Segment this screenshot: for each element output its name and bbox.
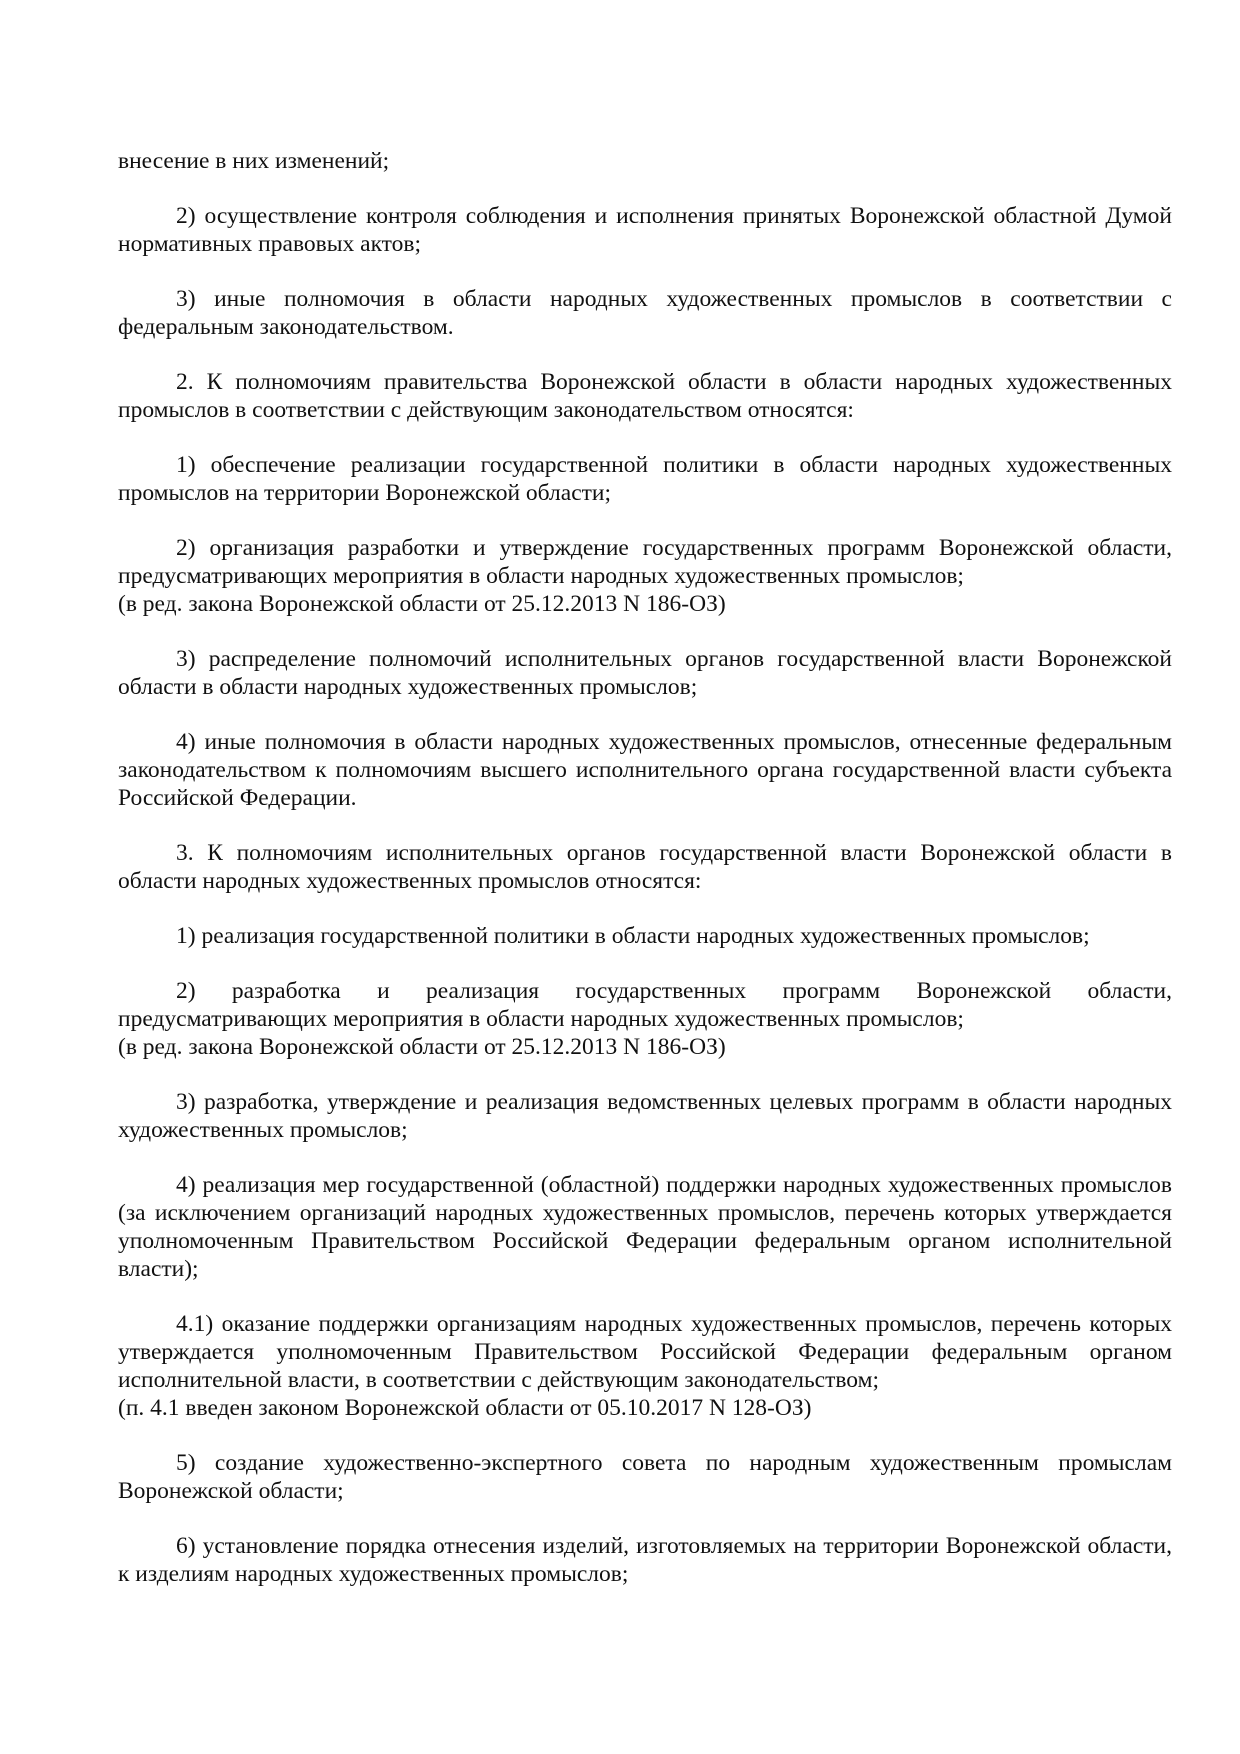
paragraph (118, 147, 1172, 175)
amendment-note: (п. 4.1 введен законом Воронежской области от 05.10.2017 N 128-ОЗ) (118, 1395, 812, 1421)
paragraph (118, 922, 1172, 950)
paragraph-text: 4.1) оказание поддержки организациям народных художественных промыслов, перечень которых утверждается уполномоченным Правительством Российской Федерации федеральным органом исполнительной власти, в соответствии с действующим законодательством; (118, 1311, 1172, 1393)
paragraph (118, 1088, 1172, 1144)
document-body (118, 147, 1172, 1615)
paragraph (118, 1532, 1172, 1588)
paragraph-text: внесение в них изменений; (118, 148, 390, 174)
amendment-note: (в ред. закона Воронежской области от 25.12.2013 N 186-ОЗ) (118, 591, 726, 617)
paragraph-text: 2) осуществление контроля соблюдения и исполнения принятых Воронежской областной Думой нормативных правовых актов; (118, 203, 1172, 257)
paragraph (118, 202, 1172, 258)
paragraph-text: 1) обеспечение реализации государственной политики в области народных художественных промыслов на территории Воронежской области; (118, 452, 1172, 506)
paragraph (118, 1171, 1172, 1283)
paragraph (118, 1449, 1172, 1505)
paragraph-text: 3) иные полномочия в области народных художественных промыслов в соответствии с федеральным законодательством. (118, 286, 1172, 340)
paragraph-text: 2. К полномочиям правительства Воронежской области в области народных художественных промыслов в соответствии с действующим законодательством относятся: (118, 369, 1172, 423)
paragraph (118, 645, 1172, 701)
paragraph-text: 3) разработка, утверждение и реализация ведомственных целевых программ в области народных художественных промыслов; (118, 1089, 1172, 1143)
paragraph-text: 4) иные полномочия в области народных художественных промыслов, отнесенные федеральным законодательством к полномочиям высшего исполнительного органа государственной власти субъекта Российской Федерации. (118, 729, 1172, 811)
paragraph-text: 5) создание художественно-экспертного совета по народным художественным промыслам Воронежской области; (118, 1450, 1172, 1504)
paragraph (118, 451, 1172, 507)
paragraph (118, 368, 1172, 424)
paragraph (118, 977, 1172, 1061)
paragraph-text: 2) организация разработки и утверждение государственных программ Воронежской области, предусматривающих мероприятия в области народных художественных промыслов; (118, 535, 1172, 589)
paragraph (118, 728, 1172, 812)
paragraph (118, 839, 1172, 895)
paragraph-text: 4) реализация мер государственной (областной) поддержки народных художественных промыслов (за исключением организаций народных художественных промыслов, перечень которых утверждается уполномоченным Правительством Российской Федерации федеральным органом исполнительной власти); (118, 1172, 1172, 1282)
paragraph (118, 1310, 1172, 1422)
paragraph-text: 3) распределение полномочий исполнительных органов государственной власти Воронежской области в области народных художественных промыслов; (118, 646, 1172, 700)
paragraph-text: 2) разработка и реализация государственных программ Воронежской области, предусматривающих мероприятия в области народных художественных промыслов; (118, 978, 1172, 1032)
paragraph-text: 1) реализация государственной политики в области народных художественных промыслов; (176, 923, 1090, 949)
paragraph-text: 6) установление порядка отнесения изделий, изготовляемых на территории Воронежской области, к изделиям народных художественных промыслов; (118, 1533, 1172, 1587)
amendment-note: (в ред. закона Воронежской области от 25.12.2013 N 186-ОЗ) (118, 1034, 726, 1060)
paragraph-text: 3. К полномочиям исполнительных органов государственной власти Воронежской области в области народных художественных промыслов относятся: (118, 840, 1172, 894)
paragraph (118, 285, 1172, 341)
paragraph (118, 534, 1172, 618)
